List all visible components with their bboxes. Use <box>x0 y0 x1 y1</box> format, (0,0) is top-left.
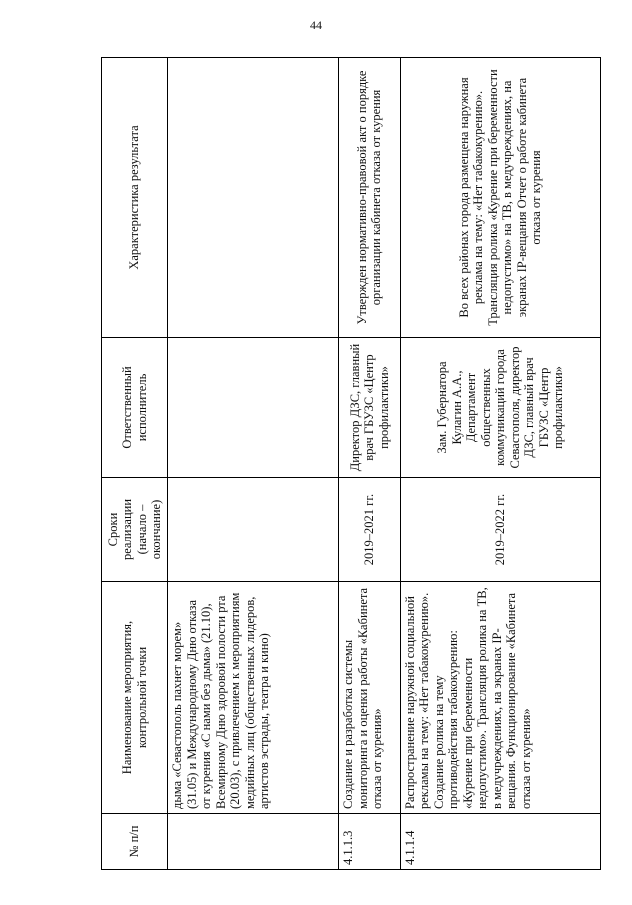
cell-responsible <box>168 338 339 478</box>
cell-result: Утвержден нормативно-правовой акт о порядке организации кабинета отказа от курения <box>339 58 400 338</box>
cell-period <box>168 478 339 582</box>
activities-table <box>101 57 601 870</box>
cell-result: Во всех районах города размещена наружная реклама на тему: «Нет табакокурению». Трансляция ролика «Курение при беременности недопустимо» на ТВ, в медучреждениях, на экранах IP-вещания Отчет о работе кабинета отказа от курения <box>400 58 600 338</box>
cell-num: 4.1.1.4 <box>400 814 600 870</box>
cell-period: 2019–2021 гг. <box>339 478 400 582</box>
cell-period: 2019–2022 гг. <box>400 478 600 582</box>
header-num: № п/п <box>102 814 168 870</box>
header-name: Наименование мероприятия, контрольной точки <box>102 582 168 814</box>
page-number: 44 <box>310 18 322 32</box>
cell-num: 4.1.1.3 <box>339 814 400 870</box>
cell-result <box>168 58 339 338</box>
cell-name: дыма «Севастополь пахнет морем» (31.05) и Международному Дню отказа от курения «С нами без дыма» (21.10), Всемирному Дню здоровой полости рта (20.03), с привлечением к мероприятиям медийных лиц (общественных лидеров, артистов эстрады, театра и кино) <box>168 582 339 814</box>
header-result: Характеристика результата <box>102 58 168 338</box>
header-responsible: Ответственный исполнитель <box>102 338 168 478</box>
table-row <box>400 58 600 870</box>
cell-responsible: Зам. Губернатора Кулагин А.А., Департамент общественных коммуникаций города Севастополя, директор ДЗС, главный врач ГБУЗС «Центр профилактики» <box>400 338 600 478</box>
header-period: Сроки реализации (начало – окончание) <box>102 478 168 582</box>
table-row <box>168 58 339 870</box>
cell-responsible: Директор ДЗС, главный врач ГБУЗС «Центр профилактики» <box>339 338 400 478</box>
cell-name: Создание и разработка системы мониторинга и оценки работы «Кабинета отказа от курения» <box>339 582 400 814</box>
cell-name: Распространение наружной социальной рекламы на тему: «Нет табакокурению». Создание ролика на тему противодействия табакокурению: «Курение при беременности недопустимо». Трансляция ролика на ТВ, в медучреждениях, на экранах IP-вещания. Функционирование «Кабинета отказа от курения» <box>400 582 600 814</box>
table-header-row <box>102 58 168 870</box>
cell-num <box>168 814 339 870</box>
table-row <box>339 58 400 870</box>
rotated-table-wrapper <box>101 58 601 870</box>
